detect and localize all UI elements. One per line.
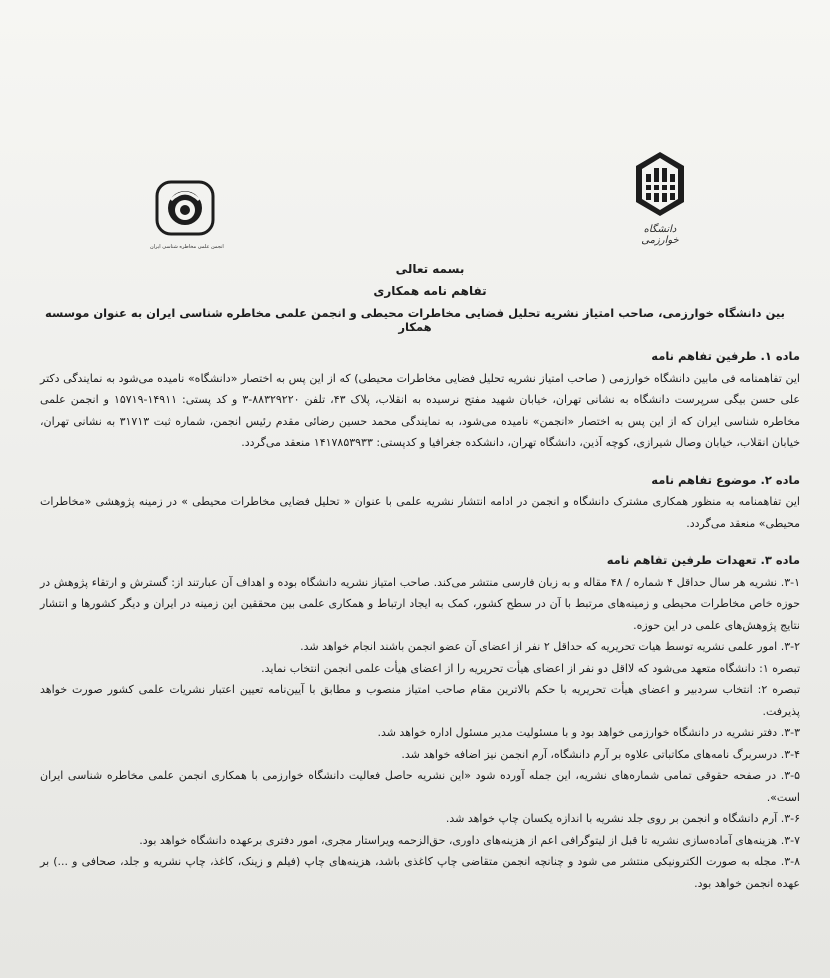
document-subtitle: بین دانشگاه خوارزمی، صاحب امتیاز نشریه تحلیل فضایی مخاطرات محیطی و انجمن علمی مخاطره شناسی ایران به عنوان موسسه همکار [45, 306, 785, 334]
association-emblem-icon [155, 180, 215, 236]
clause-3-3: ۳-۳. دفتر نشریه در دانشگاه خوارزمی خواهد بود و با مسئولیت مدیر مسئول اداره خواهد شد. [377, 726, 800, 739]
document-body [40, 346, 800, 894]
section-1-text: این تفاهمنامه فی مابین دانشگاه خوارزمی ( صاحب امتیاز نشریه تحلیل فضایی مخاطرات محیطی) که از این پس به اختصار «دانشگاه» نامیده می‌شود به نمایندگی دکتر علی حسن بیگی سرپرست دانشگاه به نشانی تهران، خیابان شهید مفتح نرسیده به انقلاب، پلاک ۴۳، تلفن ۸۸۳۲۹۲۲۰-۳ و کد پستی: ۱۴۹۱۱-۱۵۷۱۹ و انجمن علمی مخاطره شناسی ایران که از این پس به اختصار «انجمن» نامیده می‌شود، به نمایندگی محمد حسین رضائی مقدم رئیس انجمن، شماره ثبت ۳۱۷۱۳ به نشانی تهران، خیابان انقلاب، خیابان وصال شیرازی، کوچه آذین، دانشگاه تهران، دانشکده جغرافیا و کدپستی: ۱۴۱۷۸۵۳۹۳۳ منعقد می‌گردد. [40, 371, 801, 449]
clause-3-2: ۳-۲. امور علمی نشریه توسط هیات تحریریه که حداقل ۲ نفر از اعضای آن عضو انجمن باشند انجام خواهد شد. [300, 640, 800, 653]
section-2-text: این تفاهمنامه به منظور همکاری مشترک دانشگاه و انجمن در ادامه انتشار نشریه علمی با عنوان « تحلیل فضایی مخاطرات محیطی » در زمینه پژوهشی «مخاطرات محیطی» منعقد می‌گردد. [40, 495, 800, 530]
document-title: تفاهم نامه همکاری [373, 284, 487, 298]
clause-3-7: ۳-۷. هزینه‌های آماده‌سازی نشریه تا قبل از لیتوگرافی اعم از هزینه‌های داوری، حق‌الزحمه ویراستار مجری، امور دفتری برعهده دانشگاه خواهد بود. [139, 833, 800, 847]
clause-3-5: ۳-۵. در صفحه حقوقی تمامی شماره‌های نشریه، این جمله آورده شود «این نشریه حاصل فعالیت دانشگاه خوارزمی با همکاری انجمن علمی مخاطره شناسی ایران است». [40, 769, 800, 804]
university-emblem-icon [632, 150, 688, 218]
basmala: بسمه تعالی [395, 262, 465, 276]
clause-3-8: ۳-۸. مجله به صورت الکترونیکی منتشر می شود و چنانچه انجمن متقاضی چاپ کاغذی باشد، هزینه‌های چاپ (فیلم و زینک، کاغذ، چاپ نشریه و جلد، صحافی و ...) بر عهده انجمن خواهد بود. [40, 855, 800, 890]
university-logo-caption: دانشگاه خوارزمی [641, 224, 679, 246]
association-logo-caption: انجمن علمی مخاطره شناسی ایران [150, 244, 224, 250]
clause-3-6: ۳-۶. آرم دانشگاه و انجمن بر روی جلد نشریه با اندازه یکسان چاپ خواهد شد. [445, 812, 800, 825]
section-2-heading: ماده ۲. موضوع تفاهم نامه [651, 472, 800, 487]
clause-3-1: ۳-۱. نشریه هر سال حداقل ۴ شماره / ۴۸ مقاله و به زبان فارسی منتشر می‌کند. صاحب امتیاز نشریه دانشگاه بوده و اهداف آن عبارتند از: گسترش و ارتقاء پژوهش در حوزه خاص مخاطرات محیطی و زمینه‌های مرتبط با آن در سطح کشور، کمک به ایجاد ارتباط و همکاری علمی بین محققین این زمینه در ایران و دیگر کشورها و انتشار نتایج پژوهش‌های علمی در این حوزه. [40, 575, 800, 632]
association-logo [150, 180, 224, 260]
university-logo [630, 150, 690, 250]
note-1: تبصره ۱: دانشگاه متعهد می‌شود که لااقل دو نفر از اعضای هیأت تحریریه را از اعضای هیأت علمی انجمن انتخاب نماید. [261, 661, 800, 675]
document-header [0, 262, 830, 334]
note-2: تبصره ۲: انتخاب سردبیر و اعضای هیأت تحریریه با حکم بالاترین مقام صاحب امتیاز منصوب و مطابق با آیین‌نامه تعیین اعتبار نشریات علمی کشور صورت خواهد پذیرفت. [40, 683, 801, 718]
section-3-heading: ماده ۳. تعهدات طرفین تفاهم نامه [606, 553, 800, 567]
section-1-heading: ماده ۱. طرفین تفاهم نامه [651, 349, 800, 363]
clause-3-4: ۳-۴. درسربرگ نامه‌های مکاتباتی علاوه بر آرم دانشگاه، آرم انجمن نیز اضافه خواهد شد. [401, 747, 800, 761]
